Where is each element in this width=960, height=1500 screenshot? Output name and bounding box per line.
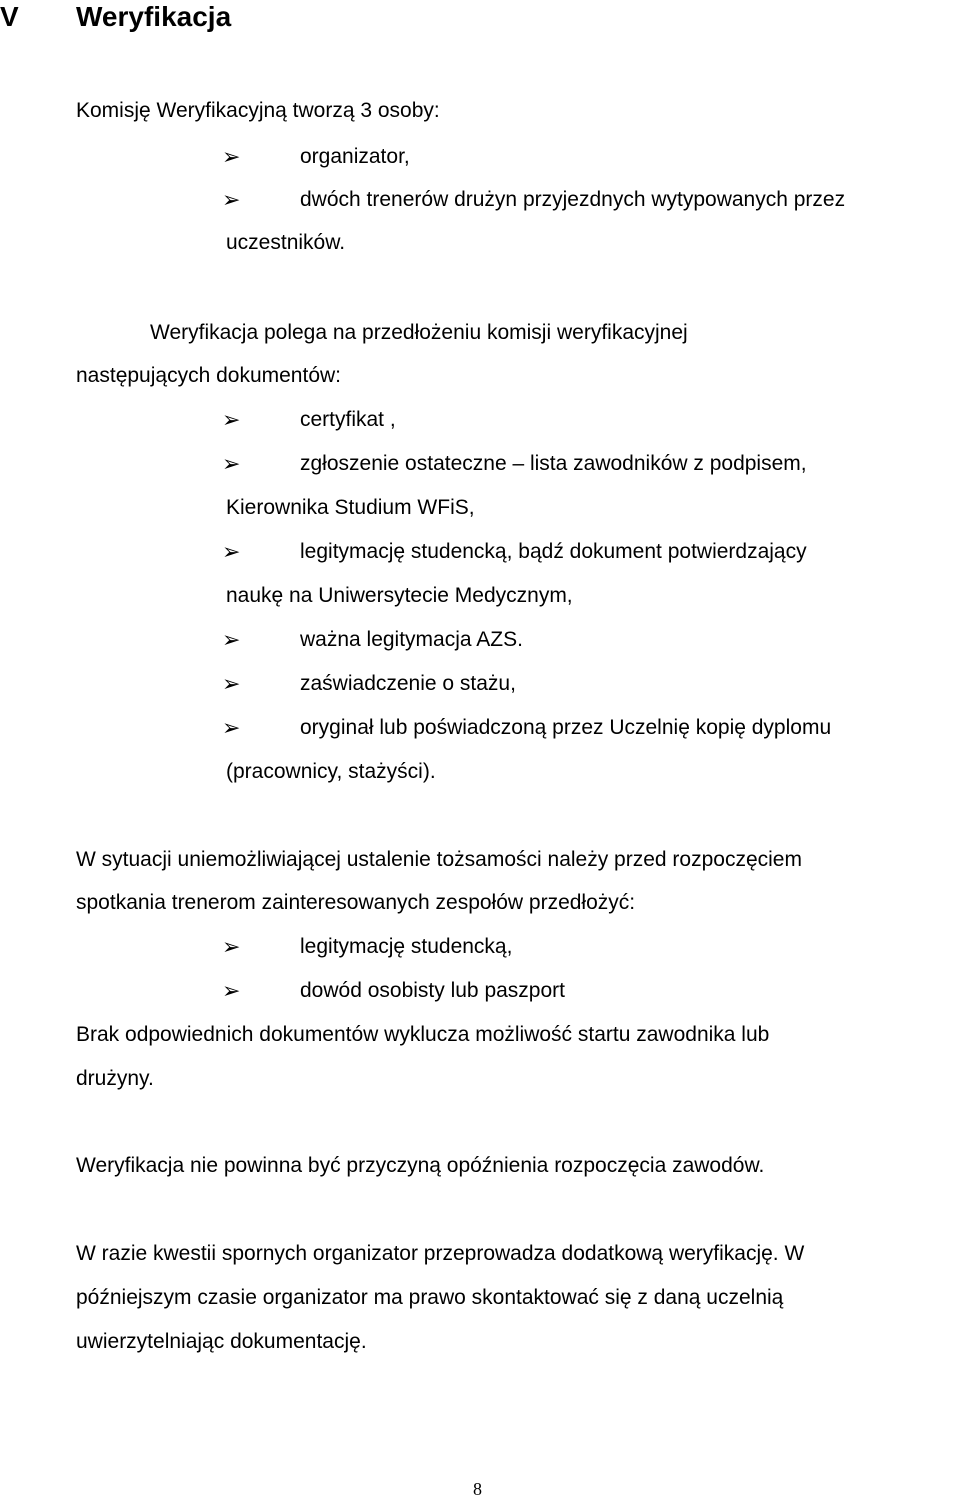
paragraph-text: spotkania trenerom zainteresowanych zespołów przedłożyć:	[76, 891, 636, 914]
arrow-bullet-icon: ➢	[222, 978, 241, 1003]
list-item-continuation: naukę na Uniwersytecie Medycznym,	[226, 584, 573, 607]
arrow-bullet-icon: ➢	[222, 934, 241, 959]
list-item-continuation: uczestników.	[226, 231, 346, 254]
list-item: organizator,	[300, 145, 410, 168]
arrow-bullet-icon: ➢	[222, 187, 241, 212]
arrow-bullet-icon: ➢	[222, 715, 241, 740]
arrow-bullet-icon: ➢	[222, 627, 241, 652]
list-item: dowód osobisty lub paszport	[300, 979, 565, 1002]
paragraph-text: W sytuacji uniemożliwiającej ustalenie tożsamości należy przed rozpoczęciem	[76, 848, 802, 871]
paragraph-text: drużyny.	[76, 1067, 154, 1090]
arrow-bullet-icon: ➢	[222, 451, 241, 476]
list-item: legitymację studencką, bądź dokument potwierdzający	[300, 540, 807, 563]
paragraph-text: Weryfikacja nie powinna być przyczyną opóźnienia rozpoczęcia zawodów.	[76, 1154, 765, 1177]
paragraph-text: późniejszym czasie organizator ma prawo skontaktować się z daną uczelnią	[76, 1286, 784, 1309]
paragraph-text: Weryfikacja polega na przedłożeniu komisji weryfikacyjnej	[150, 321, 688, 344]
arrow-bullet-icon: ➢	[222, 671, 241, 696]
paragraph-text: W razie kwestii spornych organizator przeprowadza dodatkową weryfikację. W	[76, 1242, 805, 1265]
arrow-bullet-icon: ➢	[222, 539, 241, 564]
list-item: legitymację studencką,	[300, 935, 513, 958]
paragraph-text: uwierzytelniając dokumentację.	[76, 1330, 367, 1353]
list-item: ważna legitymacja AZS.	[300, 628, 523, 651]
list-item: oryginał lub poświadczoną przez Uczelnię kopię dyplomu	[300, 716, 832, 739]
list-item: zgłoszenie ostateczne – lista zawodników z podpisem,	[300, 452, 807, 475]
page-number: 8	[473, 1479, 482, 1499]
paragraph-intro: Komisję Weryfikacyjną tworzą 3 osoby:	[76, 99, 440, 122]
list-item-continuation: Kierownika Studium WFiS,	[226, 496, 475, 519]
section-number: V	[0, 1, 19, 32]
section-title: Weryfikacja	[76, 1, 232, 32]
paragraph-text: Brak odpowiednich dokumentów wyklucza możliwość startu zawodnika lub	[76, 1023, 770, 1046]
arrow-bullet-icon: ➢	[222, 144, 241, 169]
list-item: dwóch trenerów drużyn przyjezdnych wytypowanych przez	[300, 188, 846, 211]
list-item-continuation: (pracownicy, stażyści).	[226, 760, 436, 783]
arrow-bullet-icon: ➢	[222, 407, 241, 432]
list-item: certyfikat ,	[300, 408, 396, 431]
paragraph-text: następujących dokumentów:	[76, 364, 341, 387]
list-item: zaświadczenie o stażu,	[300, 672, 516, 695]
